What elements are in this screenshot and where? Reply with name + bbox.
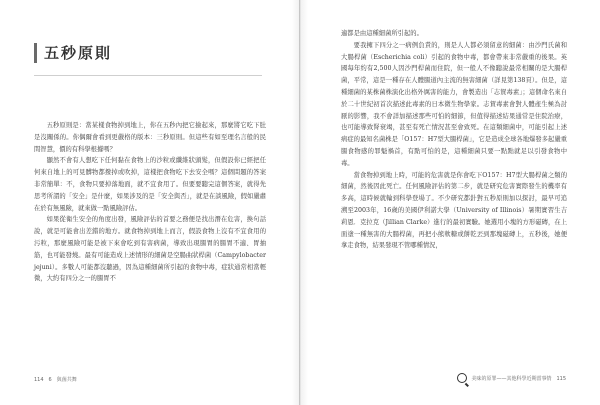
left-body-text	[34, 120, 266, 285]
right-page-footer	[457, 373, 566, 383]
right-paragraph-2: 要我擁下四分之一病例負責的，則是人人都必須留意的細菌：由沙門氏菌和大腸桿菌（Escherichia coli）引起的食物中毒，都會帶來非常嚴重的後果。英國每年約有2,500人因沙門桿菌而住院，但一般人不像聽說最常相關的是大腸桿菌，平常，這是一種存在人體腸道內主流的無害細菌（詳見第138頁）。但是，這種細菌的某株菌株演化出格外厲害的能力，會製造出「志賀毒素」；這個命名來自於二十世紀初首次描述此毒素的日本微生物學家。志賀毒素會對人體產生極為討厭的影響，我不會詳加描述那些可怕的細節，但值得描述結果通常是住院治療，也可能導致腎衰竭，甚至有死亡情況甚至會致死。在這類細菌中，可能引起上述病症的最知名菌株是「O157：H7型大腸桿菌」，它是造成全球各地爆發多起嚴重腸食物感的罪魁禍首，有點可怕的是，這種細菌只要一點點就足以引發食物中毒。	[341, 41, 567, 167]
title-divider	[34, 75, 262, 76]
left-paragraph-2: 顯然不會有人想吃下任何黏在食物上的沙粒或纖維狀頭髮，但假設你已經把任何來自地上的可見髒物都撥掉或吹掉，這樣把食物吃下去安全嗎？這個問題的答案非常簡單：不，食物只要掉落地面，就不宜食用了。但要要聽完這個答案，就得先思考所謂的「安全」是什麼，如果涉及的是「安全與否」，就是在談風險，假如嚴肅在於有無風險，就來做一點風險評估。	[34, 157, 266, 212]
right-footer-text: 美味的原罪——其他科學近期當事情 115	[471, 375, 566, 382]
right-paragraph-3: 當食物掉到地上時，可能的危害就是你會吃下O157：H7型大腸桿菌之類的細菌，然後因此死亡。任何風險評估的第二步，就是研究危害實際發生的機率有多高，這時候就輪到科學登場了。不少研究都針對五秒原則加以探討，最早可追溯至2003年，16歲的美國伊利諾大學（University of Illinois）暑期實習生吉莉恩．克拉克（Jillian Clarke）進行的最初實驗。她選用小塊的方形磁磚，在上面塗一種無害的大腸桿菌，再把小熊軟糖或餅乾丟到那塊磁磚上，五秒後，她便拿走食物，結果發現不管哪種情況，	[341, 171, 567, 250]
right-page	[300, 0, 600, 405]
magnifier-icon	[457, 373, 467, 383]
left-paragraph-3: 如果從衛生安全的角度出發，風險評估的首要之務便是找出潛在危害，換句話說，就是可能會出差錯的地方。就食物掉到地上而言，假設食物上沒有不宜食用的污粒，那麼風險可能是被下來會吃到有害病菌，導致出現腸胃的腸胃不適、胃抽筋，也可能發燒。最有可能造成上述情形的細菌是空腸曲狀桿菌（Campylobacter jejuni）。多數人可能都沒聽過，因為這種細菌所引起的食物中毒，症狀通常相當輕微，大約有四分之一的腸胃不	[34, 216, 266, 283]
chapter-title: 五秒原則	[34, 43, 112, 63]
right-body-text	[341, 28, 567, 252]
right-paragraph-1: 適都是由這種細菌所引起的。	[341, 30, 423, 37]
left-paragraph-1: 五秒原則是：當某樣食物掉到地上，你在五秒內把它撿起來，那麼將它吃下肚是沒關係的。你偶爾會看到更嚴格的版本：三秒原則。但這些有如至理名言般的民間智慧，價的有科學根據嗎？	[34, 122, 266, 153]
left-page-footer: 114 6 與菌共舞	[34, 377, 77, 383]
